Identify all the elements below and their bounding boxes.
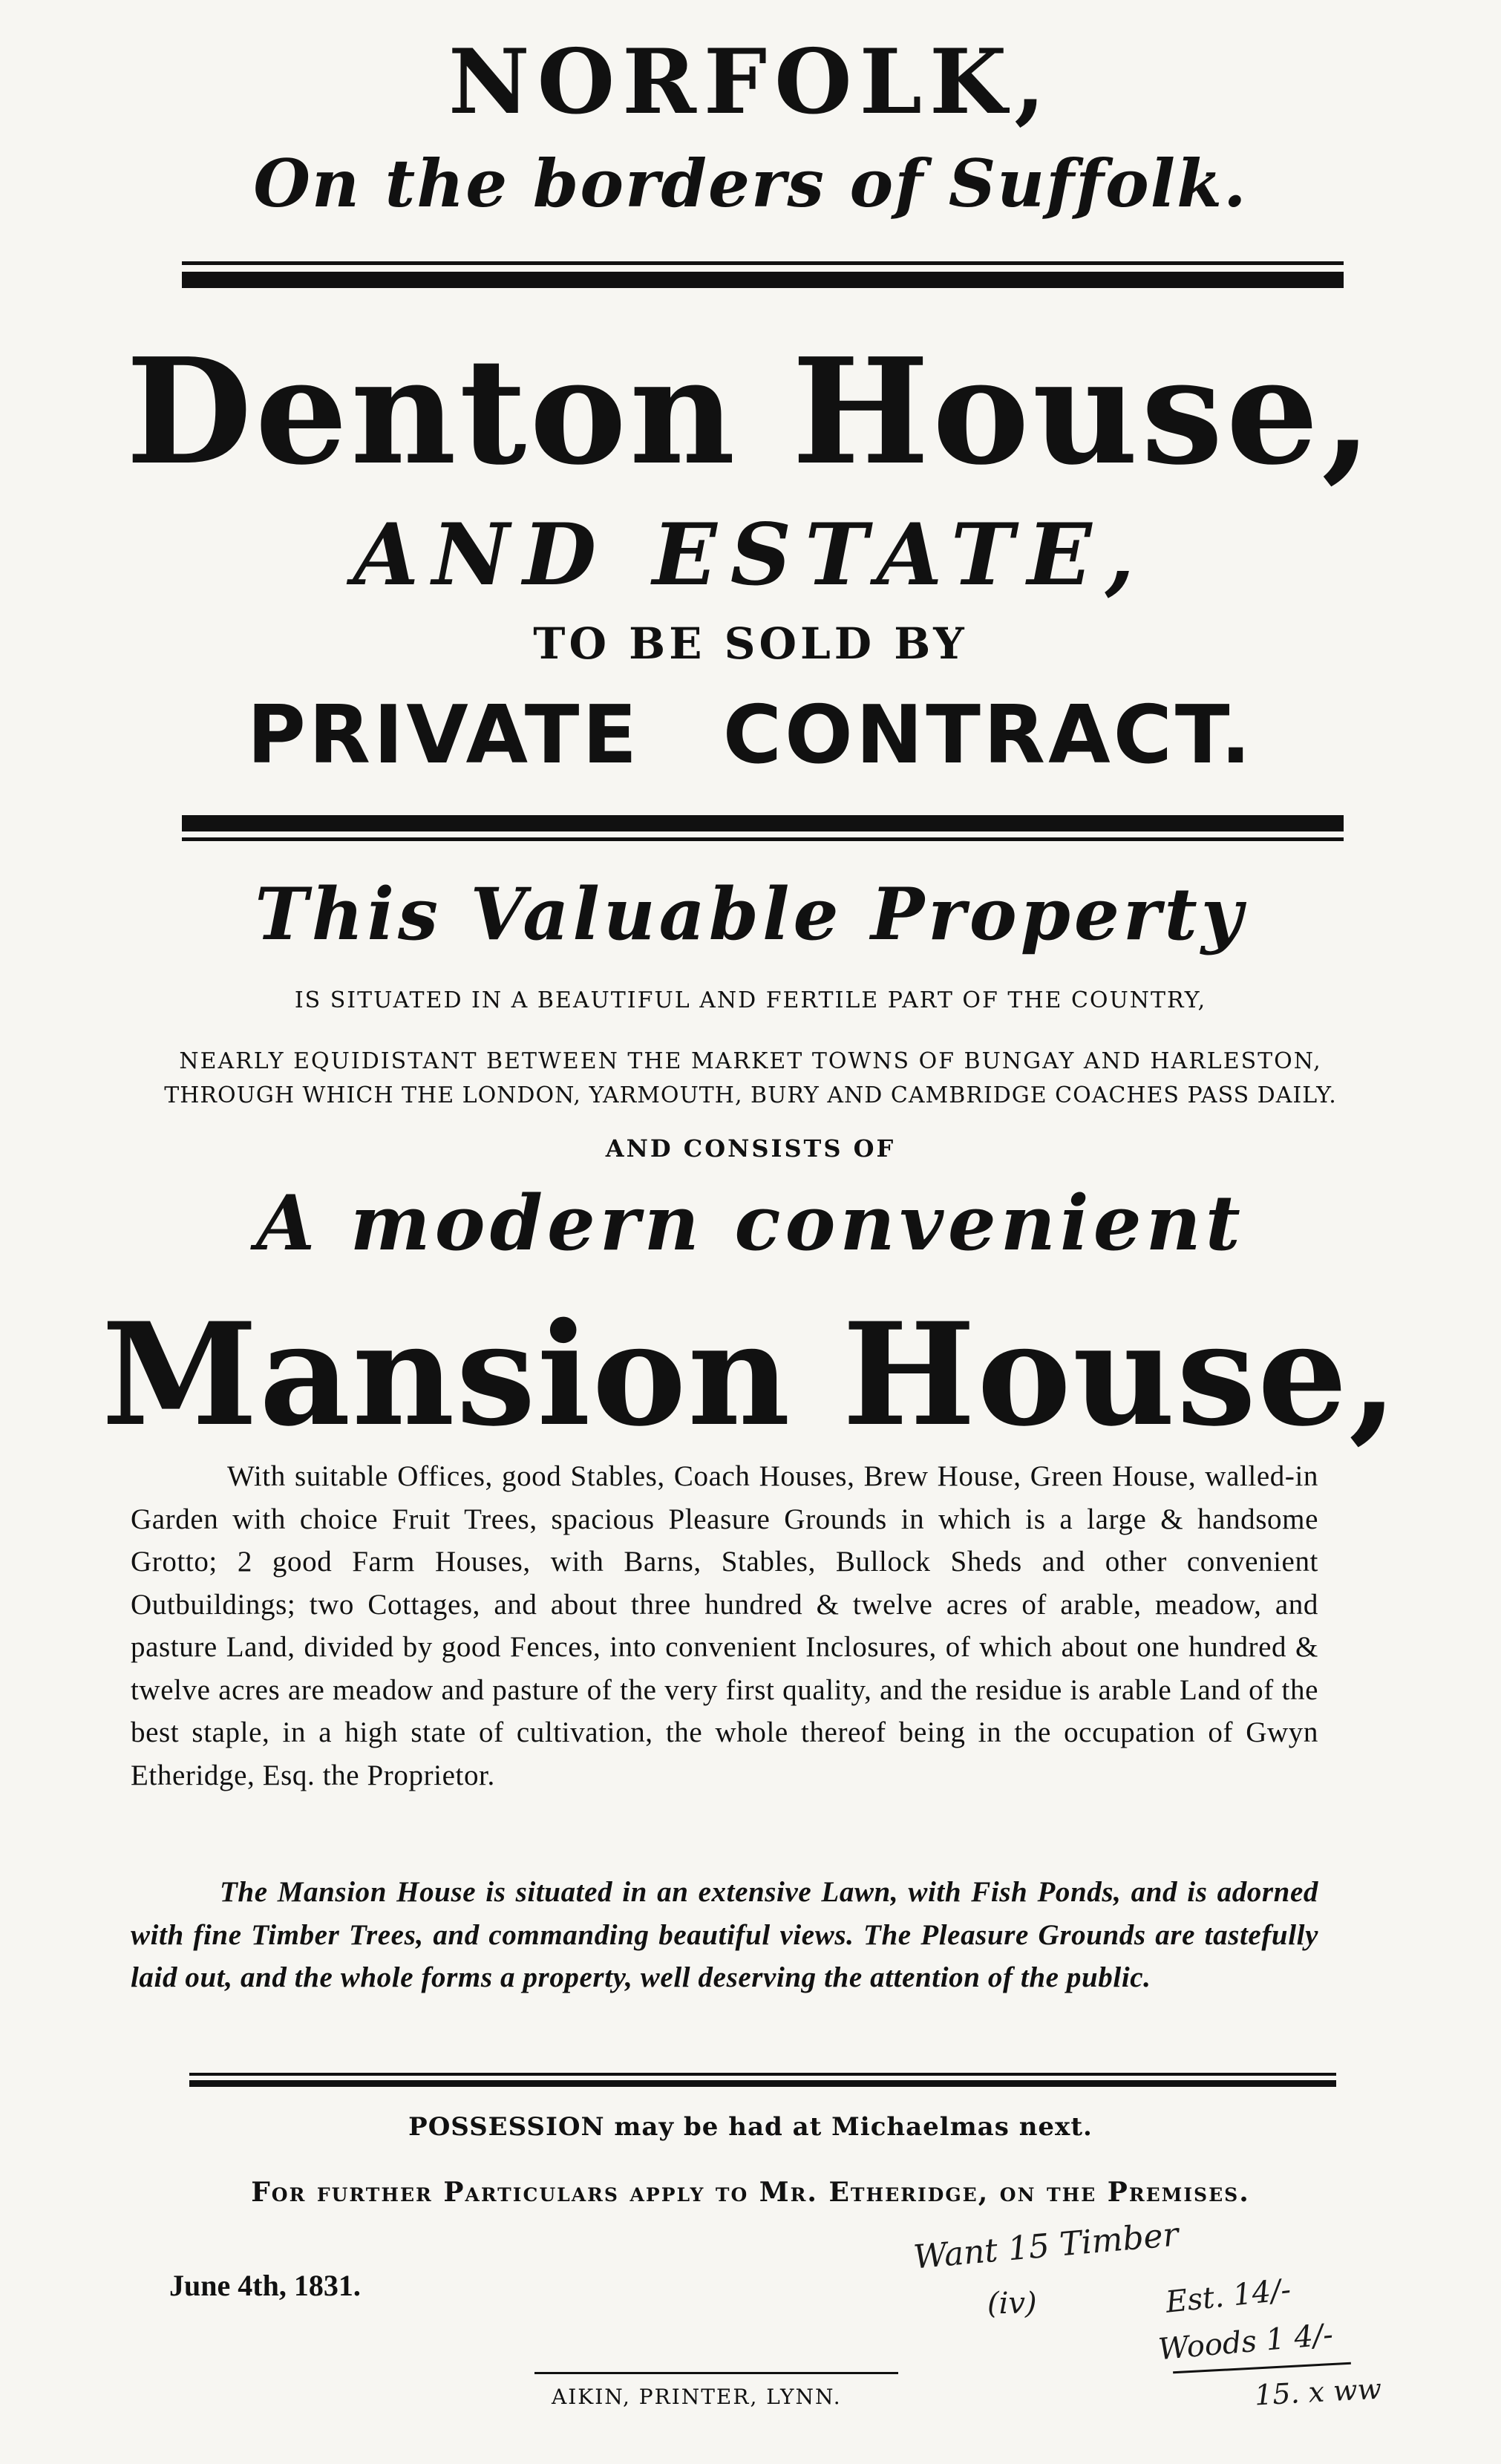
valuable-property-heading: This Valuable Property	[255, 872, 1246, 956]
top-thick-rule	[182, 272, 1344, 288]
handwritten-underline	[1173, 2362, 1351, 2374]
bottom-thin-rule	[189, 2073, 1336, 2076]
situated-line-1: IS SITUATED IN A BEAUTIFUL AND FERTILE PART OF THE COUNTRY,	[294, 987, 1207, 1013]
middle-thin-rule	[182, 837, 1344, 841]
handwritten-note-1: Want 15 Timber	[912, 2215, 1180, 2277]
bottom-thick-rule	[189, 2080, 1336, 2087]
mansion-house-heading: Mansion House,	[101, 1292, 1400, 1457]
private-contract-heading: PRIVATE CONTRACT.	[246, 689, 1255, 782]
situated-line-3: THROUGH WHICH THE LONDON, YARMOUTH, BURY AND CAMBRIDGE COACHES PASS DAILY.	[164, 1082, 1337, 1108]
handwritten-note-5: 15. x ww	[1253, 2372, 1383, 2412]
printer-imprint: AIKIN, PRINTER, LYNN.	[552, 2385, 842, 2409]
and-estate-heading: AND ESTATE,	[353, 505, 1148, 604]
modern-convenient-heading: A modern convenient	[256, 1179, 1245, 1268]
publication-date: June 4th, 1831.	[169, 2269, 361, 2302]
property-title: Denton House,	[125, 327, 1376, 497]
county-heading: NORFOLK,	[448, 30, 1053, 134]
possession-notice: POSSESSION may be had at Michaelmas next.	[408, 2112, 1093, 2142]
top-thin-rule	[182, 261, 1344, 265]
description-paragraph: With suitable Offices, good Stables, Coach Houses, Brew House, Green House, walled-in Garden with choice Fruit Trees, spacious Pleasure Grounds in which is a large & handsome Grotto; 2 good Farm Houses, with Barns, Stables, Bullock Sheds and other convenient Outbuildings; two Cottages, and about three hundred & twelve acres of arable, meadow, and pasture Land, divided by good Fences, into convenient Inclosures, of which about one hundred & twelve acres are meadow and pasture of the very first quality, and the residue is arable Land of the best staple, in a high state of cultivation, the whole thereof being in the occupation of Gwyn Etheridge, Esq. the Proprietor.	[131, 1460, 1318, 1791]
printer-rule	[534, 2372, 898, 2374]
handwritten-note-4: Woods 1 4/-	[1157, 2317, 1335, 2367]
mansion-paragraph: The Mansion House is situated in an extensive Lawn, with Fish Ponds, and is adorned with fine Timber Trees, and commanding beautiful views. The Pleasure Grounds are tastefully laid out, and the whole forms a property, well deserving the attention of the public.	[131, 1876, 1318, 1993]
consists-of-label: AND CONSISTS OF	[605, 1134, 896, 1163]
middle-thick-rule	[182, 815, 1344, 831]
to-be-sold-by: TO BE SOLD BY	[533, 618, 968, 669]
handwritten-note-2: (iv)	[987, 2287, 1037, 2321]
handwritten-note-3: Est. 14/-	[1164, 2272, 1293, 2320]
borders-subheading: On the borders of Suffolk.	[253, 145, 1248, 222]
further-particulars: For further Particulars apply to Mr. Etheridge, on the Premises.	[251, 2177, 1250, 2208]
situated-line-2: NEARLY EQUIDISTANT BETWEEN THE MARKET TOWNS OF BUNGAY AND HARLESTON,	[179, 1048, 1322, 1074]
